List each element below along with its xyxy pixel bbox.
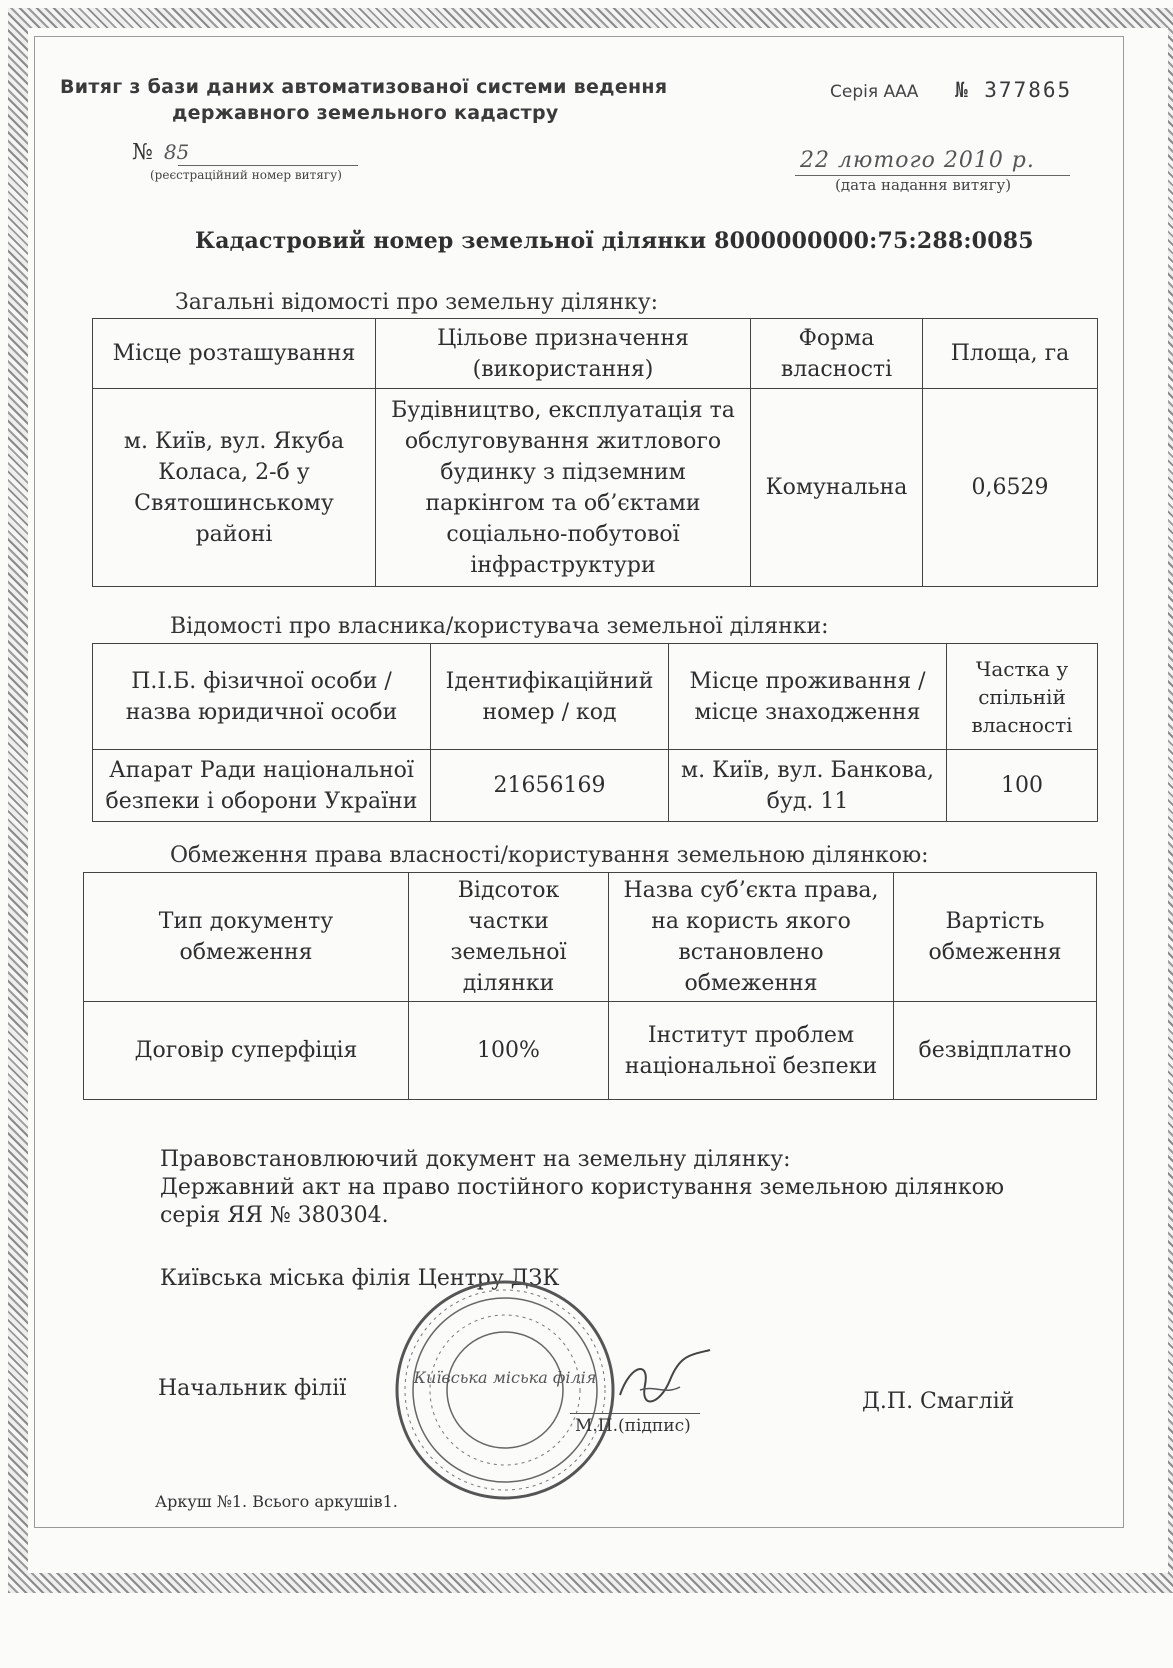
header-cost: Вартість обмеження	[894, 873, 1097, 1002]
general-info-table	[92, 318, 1098, 587]
cell-address: м. Київ, вул. Банкова, буд. 11	[669, 750, 947, 822]
header-purpose: Цільове призначення (використання)	[376, 319, 751, 389]
registration-number	[132, 140, 189, 165]
header-share: Частка у спільній власності	[947, 644, 1098, 750]
cadastral-number: Кадастровий номер земельної ділянки 8000000000:75:288:0085	[195, 228, 1034, 254]
table-header-row	[84, 873, 1097, 1002]
header-ownership-form: Форма власності	[751, 319, 923, 389]
cell-area: 0,6529	[923, 389, 1098, 587]
title-document-line-2: Державний акт на право постійного користування земельною ділянкою	[160, 1175, 1005, 1200]
title-line-1: Витяг з бази даних автоматизованої системи ведення	[60, 76, 668, 98]
registration-underline	[178, 165, 358, 166]
registration-caption: (реєстраційний номер витягу)	[150, 168, 342, 182]
round-seal-icon	[390, 1275, 620, 1505]
date-caption: (дата надання витягу)	[835, 176, 1012, 194]
issue-date: 22 лютого 2010 р.	[800, 148, 1035, 173]
signature-caption: М.П.(підпис)	[575, 1416, 691, 1436]
header-owner-name: П.І.Б. фізичної особи /назва юридичної особи	[93, 644, 431, 750]
owner-table	[92, 643, 1098, 822]
table-row	[93, 750, 1098, 822]
signature-icon	[610, 1345, 720, 1415]
owner-section-title: Відомості про власника/користувача земельної ділянки:	[170, 614, 829, 639]
branch-name: Київська міська філія Центру ДЗК	[160, 1266, 560, 1291]
form-number: № 377865	[955, 78, 1073, 102]
series-label: Серія ААА	[830, 82, 919, 102]
header-beneficiary: Назва суб’єкта права, на користь якого встановлено обмеження	[609, 873, 894, 1002]
title-document-heading: Правовстановлюючий документ на земельну ділянку:	[160, 1147, 791, 1172]
header-area: Площа, га	[923, 319, 1098, 389]
chief-label: Начальник філії	[158, 1376, 347, 1401]
table-header-row	[93, 644, 1098, 750]
header-location: Місце розташування	[93, 319, 376, 389]
cell-cost: безвідплатно	[894, 1002, 1097, 1100]
restrictions-section-title: Обмеження права власності/користування земельною ділянкою:	[170, 843, 929, 868]
registration-number-value: 85	[163, 140, 190, 164]
header-address: Місце проживання / місце знаходження	[669, 644, 947, 750]
cell-share: 100	[947, 750, 1098, 822]
cell-id-code: 21656169	[431, 750, 669, 822]
cell-share-percent: 100%	[409, 1002, 609, 1100]
chief-name: Д.П. Смаглій	[862, 1389, 1015, 1414]
document-title	[60, 74, 760, 126]
cell-doc-type: Договір суперфіція	[84, 1002, 409, 1100]
cell-location: м. Київ, вул. Якуба Коласа, 2-б у Святошинському районі	[93, 389, 376, 587]
cell-beneficiary: Інститут проблем національної безпеки	[609, 1002, 894, 1100]
table-header-row	[93, 319, 1098, 389]
restrictions-table	[83, 872, 1097, 1100]
cell-owner-name: Апарат Ради національної безпеки і оборони України	[93, 750, 431, 822]
header-doc-type: Тип документу обмеження	[84, 873, 409, 1002]
table-row	[84, 1002, 1097, 1100]
general-section-title: Загальні відомості про земельну ділянку:	[175, 290, 659, 315]
table-row	[93, 389, 1098, 587]
sheet-count: Аркуш №1. Всього аркушів1.	[155, 1492, 398, 1511]
seal-center-text: Київська міська філія	[413, 1368, 597, 1387]
header-share-percent: Відсоток частки земельної ділянки	[409, 873, 609, 1002]
header-id-code: Ідентифікаційний номер / код	[431, 644, 669, 750]
title-document-block	[160, 1146, 1004, 1230]
cell-ownership-form: Комунальна	[751, 389, 923, 587]
signature-underline	[570, 1413, 700, 1414]
registration-number-label: №	[132, 140, 153, 165]
title-line-2: державного земельного кадастру	[172, 102, 559, 124]
cell-purpose: Будівництво, експлуатація та обслуговування житлового будинку з підземним паркінгом та об’єктами соціально-побутової інфраструктури	[376, 389, 751, 587]
title-document-line-3: серія ЯЯ № 380304.	[160, 1203, 389, 1228]
